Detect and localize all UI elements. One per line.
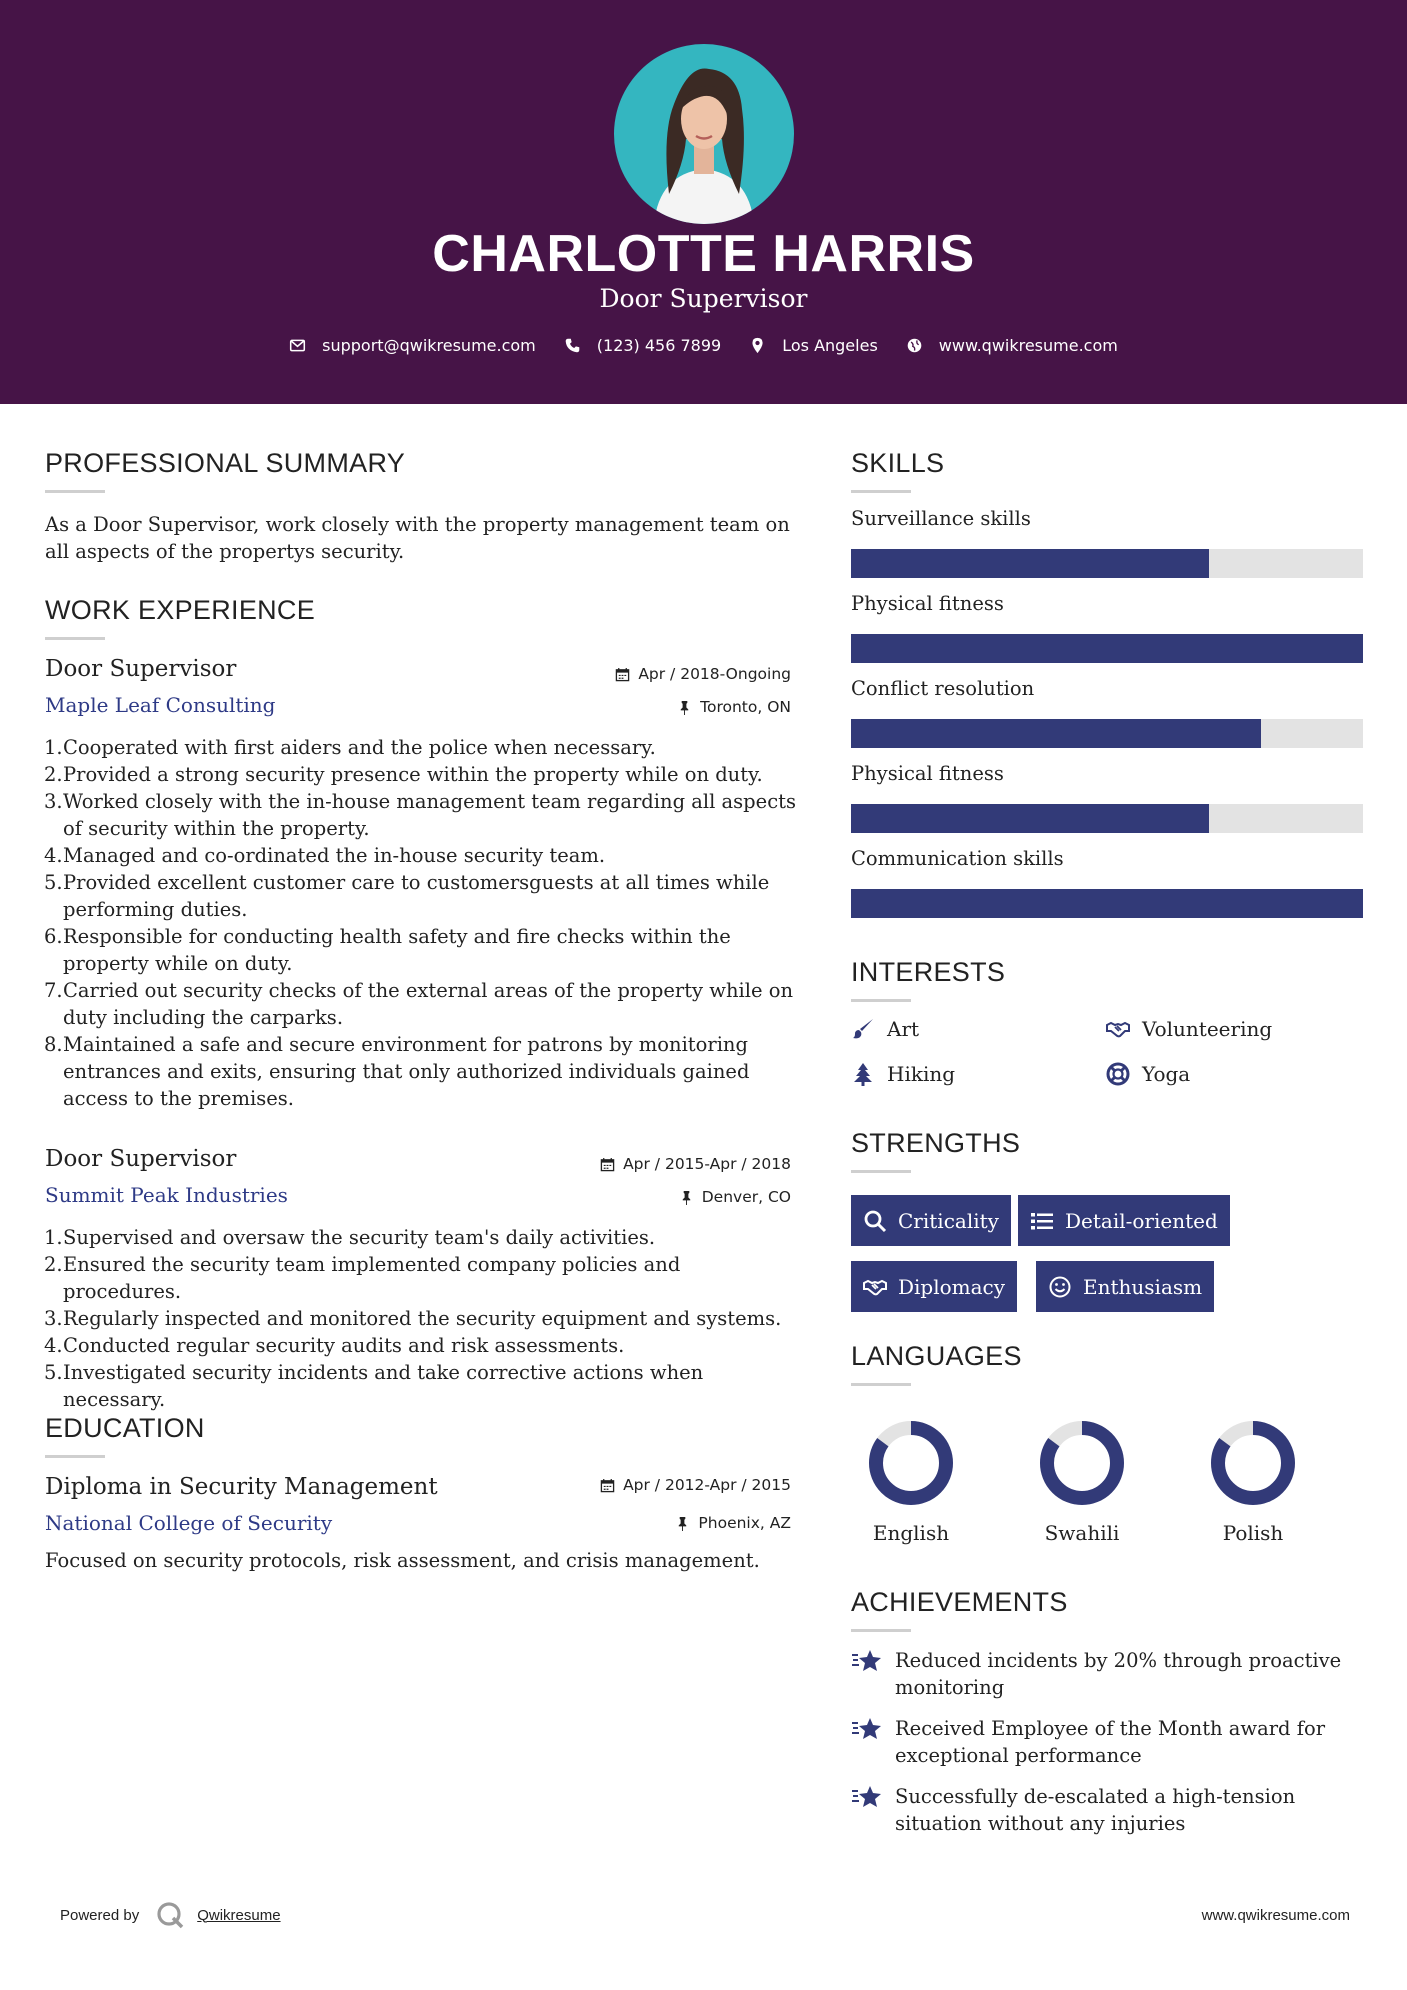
strengths-heading: STRENGTHS [851, 1128, 1021, 1158]
skill-label: Communication skills [851, 847, 1064, 870]
candidate-name: CHARLOTTE HARRIS [432, 225, 975, 283]
brand-link[interactable]: Qwikresume [197, 1906, 281, 1924]
contact-phone-text: (123) 456 7899 [596, 336, 722, 355]
experience-heading: WORK EXPERIENCE [45, 595, 316, 625]
envelope-icon [289, 337, 306, 354]
job-company: Maple Leaf Consulting [45, 693, 276, 717]
pushpin-icon [675, 1516, 690, 1531]
achievement-line: Received Employee of the Month award for [895, 1717, 1326, 1740]
contact-location-text: Los Angeles [782, 336, 878, 355]
skill-bar-track [851, 889, 1363, 918]
duty-line: Regularly inspected and monitored the security equipment and systems. [63, 1307, 782, 1330]
language-item [851, 1419, 971, 1545]
education-location-text: Phoenix, AZ [698, 1514, 791, 1532]
duty-item [44, 842, 796, 869]
languages-heading: LANGUAGES [851, 1341, 1022, 1371]
map-marker-icon [749, 337, 766, 354]
job-company: Summit Peak Industries [45, 1183, 288, 1207]
achievement-item [851, 1647, 1351, 1701]
skill-bar-track [851, 719, 1363, 748]
duty-line: Provided excellent customer care to customersguests at all times while [63, 871, 770, 894]
job-duties-list [44, 734, 796, 1112]
job-title: Door Supervisor [45, 656, 237, 682]
duty-line: Responsible for conducting health safety and fire checks within the [63, 925, 731, 948]
duty-item [44, 734, 796, 761]
qwikresume-logo-icon [155, 1900, 185, 1930]
duty-line: Investigated security incidents and take corrective actions when necessary. [63, 1361, 704, 1411]
school-name: National College of Security [45, 1511, 333, 1535]
skills-heading: SKILLS [851, 448, 945, 478]
achievement-item [851, 1783, 1351, 1837]
life-ring-icon [1106, 1062, 1130, 1086]
duty-line: Supervised and oversaw the security team's daily activities. [63, 1226, 656, 1249]
skill-bar-track [851, 634, 1363, 663]
duty-number: 2. [44, 763, 63, 786]
achievement-item [851, 1715, 1351, 1769]
duty-item [44, 1305, 796, 1332]
degree-title: Diploma in Security Management [45, 1474, 438, 1500]
duty-line: Provided a strong security presence within the property while on duty. [63, 763, 763, 786]
duty-number: 5. [44, 1361, 63, 1384]
handshake-icon [863, 1275, 887, 1299]
duty-item [44, 977, 796, 1031]
duty-item [44, 788, 796, 842]
strength-label: Enthusiasm [1083, 1274, 1203, 1299]
strength-label: Criticality [898, 1208, 999, 1233]
duty-number: 2. [44, 1253, 63, 1276]
achievements-heading: ACHIEVEMENTS [851, 1587, 1068, 1617]
duty-number: 6. [44, 925, 63, 948]
phone-icon [564, 337, 581, 354]
language-ring [1038, 1419, 1126, 1507]
skill-bar-fill [851, 549, 1209, 578]
duty-item [44, 869, 796, 923]
skill-bar-track [851, 549, 1363, 578]
education-description: Focused on security protocols, risk assessment, and crisis management. [45, 1549, 760, 1572]
globe-icon [906, 337, 923, 354]
duty-number: 1. [44, 1226, 63, 1249]
star-award-icon [851, 1647, 883, 1677]
strength-chip-diplomacy [851, 1261, 1017, 1312]
list-icon [1030, 1209, 1054, 1233]
duty-item [44, 1224, 796, 1251]
duty-number: 4. [44, 844, 63, 867]
interest-item-yoga [1106, 1062, 1190, 1086]
pushpin-icon [679, 1190, 694, 1205]
language-label: English [872, 1521, 950, 1545]
interest-item-hiking [851, 1062, 955, 1086]
job-dates-text: Apr / 2018-Ongoing [638, 665, 791, 683]
duty-line: Cooperated with first aiders and the police when necessary. [63, 736, 656, 759]
strength-chip-criticality [851, 1195, 1011, 1246]
calendar-icon [600, 1157, 615, 1172]
job-dates [600, 1155, 791, 1173]
duty-item [44, 923, 796, 977]
languages-rule [851, 1383, 911, 1386]
header-banner [0, 0, 1407, 404]
language-item [1193, 1419, 1313, 1545]
duty-number: 3. [44, 790, 63, 813]
interest-label: Art [887, 1017, 920, 1041]
contact-email[interactable] [289, 336, 536, 355]
smile-icon [1048, 1275, 1072, 1299]
duty-line: property while on duty. [63, 952, 293, 975]
powered-by-text: Powered by [60, 1906, 140, 1924]
duty-item [44, 1332, 796, 1359]
education-location [675, 1514, 791, 1532]
star-award-icon [851, 1783, 883, 1813]
calendar-icon [600, 1478, 615, 1493]
duty-item [44, 761, 796, 788]
skill-bar-fill [851, 889, 1363, 918]
achievement-line: exceptional performance [895, 1744, 1142, 1767]
duty-line: performing duties. [63, 898, 248, 921]
strength-label: Detail-oriented [1065, 1208, 1218, 1233]
duty-line: Carried out security checks of the external areas of the property while on [63, 979, 794, 1002]
handshake-icon [1106, 1017, 1130, 1041]
footer [60, 1900, 1350, 1930]
duty-line: Conducted regular security audits and risk assessments. [63, 1334, 625, 1357]
contact-website[interactable] [906, 336, 1118, 355]
duty-number: 3. [44, 1307, 63, 1330]
contact-website-text: www.qwikresume.com [938, 336, 1118, 355]
powered-by [60, 1900, 281, 1930]
contact-phone[interactable] [564, 336, 721, 355]
interests-heading: INTERESTS [851, 957, 1006, 987]
pushpin-icon [677, 700, 692, 715]
contact-location [749, 336, 878, 355]
interests-rule [851, 999, 911, 1002]
duty-line: Ensured the security team implemented company policies and procedures. [63, 1253, 681, 1303]
achievement-text [895, 1783, 1295, 1837]
duty-number: 1. [44, 736, 63, 759]
duty-line: Managed and co-ordinated the in-house security team. [63, 844, 606, 867]
skills-rule [851, 490, 911, 493]
education-dates-text: Apr / 2012-Apr / 2015 [623, 1476, 791, 1494]
job-location-text: Toronto, ON [700, 698, 791, 716]
skill-label: Physical fitness [851, 762, 1004, 785]
paintbrush-icon [851, 1017, 875, 1041]
education-dates [600, 1476, 791, 1494]
skill-bar-fill [851, 804, 1209, 833]
duty-line: of security within the property. [63, 817, 370, 840]
interest-item-volunteering [1106, 1017, 1272, 1041]
interest-label: Hiking [887, 1062, 956, 1086]
footer-website[interactable]: www.qwikresume.com [1201, 1906, 1350, 1924]
summary-text [45, 511, 805, 565]
summary-line: all aspects of the propertys security. [45, 540, 405, 563]
strength-chip-enthusiasm [1036, 1261, 1214, 1312]
duty-line: Worked closely with the in-house management team regarding all aspects [63, 790, 796, 813]
job-location [679, 1188, 791, 1206]
star-award-icon [851, 1715, 883, 1745]
contact-email-text: support@qwikresume.com [322, 336, 536, 355]
language-label: Swahili [1044, 1521, 1120, 1545]
calendar-icon [615, 667, 630, 682]
tree-icon [851, 1062, 875, 1086]
duty-item [44, 1251, 796, 1305]
skill-label: Physical fitness [851, 592, 1004, 615]
duty-item [44, 1359, 796, 1413]
duty-line: duty including the carparks. [63, 1006, 344, 1029]
skill-bar-fill [851, 634, 1363, 663]
strength-label: Diplomacy [898, 1274, 1006, 1299]
job-duties-list [44, 1224, 796, 1413]
education-rule [45, 1455, 105, 1458]
duty-number: 5. [44, 871, 63, 894]
job-dates-text: Apr / 2015-Apr / 2018 [623, 1155, 791, 1173]
skill-label: Surveillance skills [851, 507, 1031, 530]
interest-label: Yoga [1142, 1062, 1191, 1086]
skill-bar-track [851, 804, 1363, 833]
duty-number: 4. [44, 1334, 63, 1357]
strength-chip-detail-oriented [1018, 1195, 1230, 1246]
achievement-line: situation without any injuries [895, 1812, 1186, 1835]
achievements-rule [851, 1629, 911, 1632]
language-item [1022, 1419, 1142, 1545]
person-photo-icon [614, 44, 794, 224]
achievement-line: Successfully de-escalated a high-tension [895, 1785, 1296, 1808]
contact-bar [0, 336, 1407, 355]
skill-label: Conflict resolution [851, 677, 1035, 700]
experience-rule [45, 637, 105, 640]
duty-number: 7. [44, 979, 63, 1002]
job-title: Door Supervisor [45, 1146, 237, 1172]
achievement-line: monitoring [895, 1676, 1005, 1699]
summary-rule [45, 490, 105, 493]
language-label: Polish [1222, 1521, 1284, 1545]
summary-line: As a Door Supervisor, work closely with the property management team on [45, 513, 790, 536]
language-ring [867, 1419, 955, 1507]
job-dates [615, 665, 791, 683]
strengths-rule [851, 1170, 911, 1173]
duty-line: access to the premises. [63, 1087, 294, 1110]
candidate-title: Door Supervisor [599, 284, 808, 313]
language-ring [1209, 1419, 1297, 1507]
achievement-text [895, 1715, 1325, 1769]
interest-label: Volunteering [1142, 1017, 1273, 1041]
duty-line: Maintained a safe and secure environment for patrons by monitoring [63, 1033, 748, 1056]
interest-item-art [851, 1017, 919, 1041]
education-heading: EDUCATION [45, 1413, 205, 1443]
duty-number: 8. [44, 1033, 63, 1056]
achievement-text [895, 1647, 1341, 1701]
search-icon [863, 1209, 887, 1233]
summary-heading: PROFESSIONAL SUMMARY [45, 448, 406, 478]
duty-line: entrances and exits, ensuring that only authorized individuals gained [63, 1060, 750, 1083]
job-location-text: Denver, CO [701, 1188, 791, 1206]
job-location [677, 698, 791, 716]
achievement-line: Reduced incidents by 20% through proactive [895, 1649, 1342, 1672]
duty-item [44, 1031, 796, 1112]
profile-photo [614, 44, 794, 224]
skill-bar-fill [851, 719, 1261, 748]
